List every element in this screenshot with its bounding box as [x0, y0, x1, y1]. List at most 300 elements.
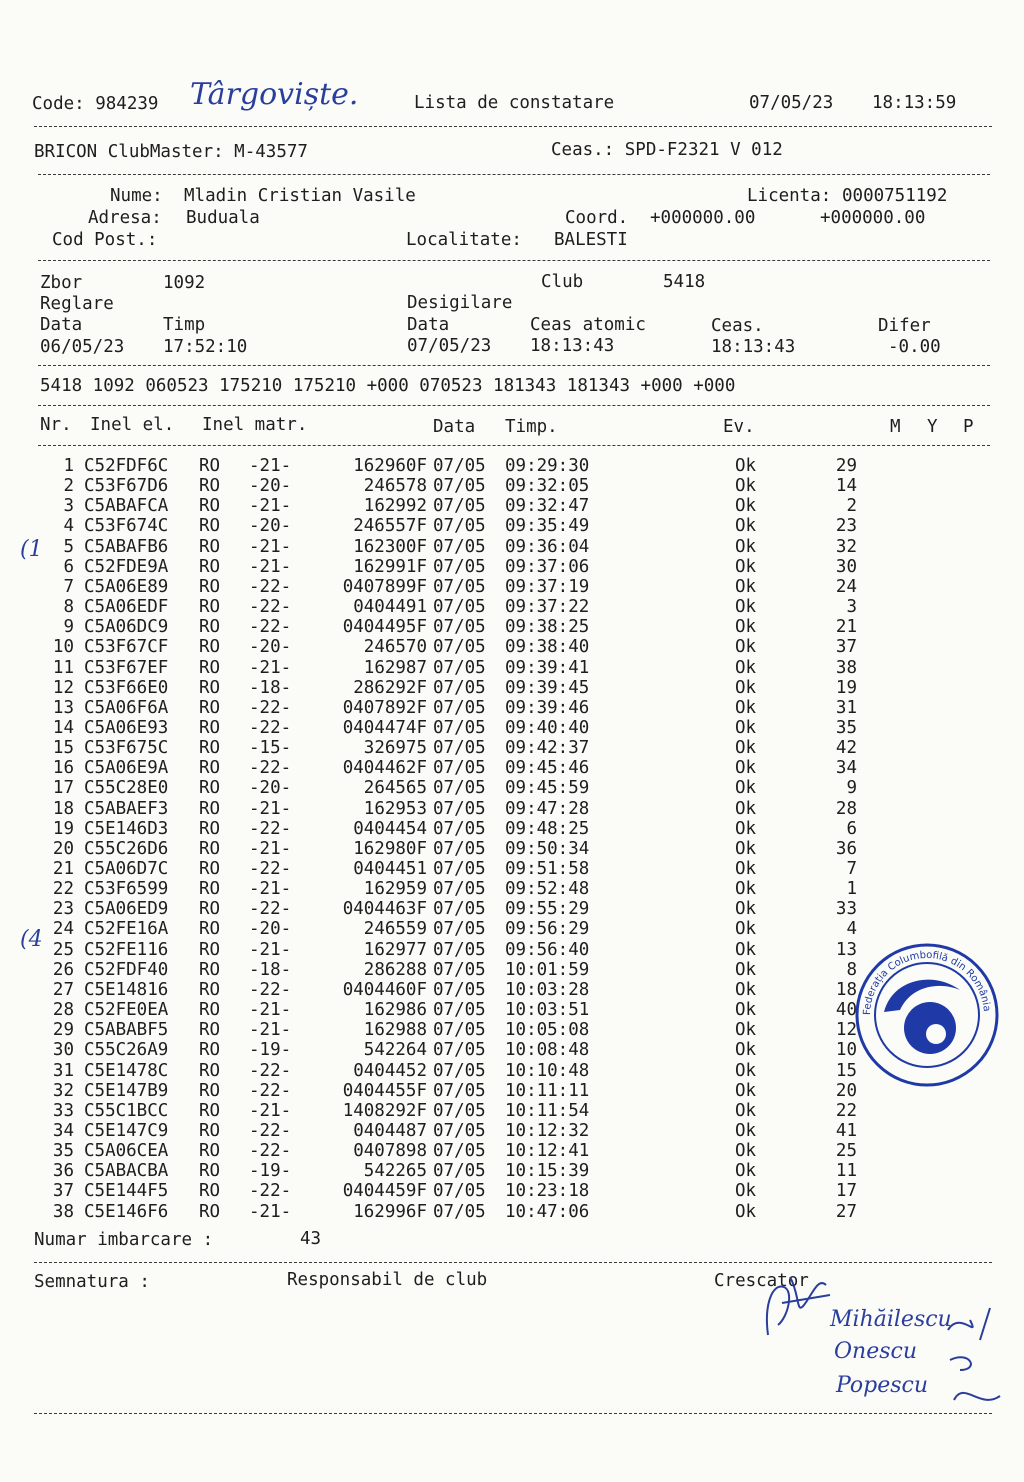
cell-ro: RO: [199, 859, 221, 879]
cell-matr: 162959: [363, 879, 427, 900]
cell-ro: RO: [199, 576, 221, 597]
divider: [38, 445, 990, 446]
table-row: [0, 1202, 1024, 1222]
cell-data: 07/05: [433, 576, 486, 597]
stamp-text: Federația Columbofilă din România: [861, 949, 992, 1016]
cell-timp: 10:08:48: [505, 1040, 590, 1061]
cell-ev: Ok: [735, 516, 757, 537]
zbor-value: 1092: [163, 273, 206, 293]
signature-committee: [830, 1300, 1010, 1450]
cell-pos: 33: [835, 899, 857, 920]
cell-ro: RO: [199, 677, 221, 698]
cell-yr: -22-: [249, 617, 292, 638]
col-timp: Timp.: [505, 417, 558, 437]
table-row: [0, 597, 1024, 617]
summary-line: 5418 1092 060523 175210 175210 +000 070523 181343 181343 +000 +000: [40, 376, 736, 396]
difer-value: -0.00: [888, 337, 941, 357]
cell-yr: -20-: [249, 919, 292, 940]
cell-timp: 10:01:59: [505, 959, 590, 980]
cell-matr: 162996F: [353, 1201, 427, 1222]
cell-el: C5A06DC9: [84, 617, 169, 638]
cell-yr: -21-: [249, 1100, 292, 1121]
cell-yr: -18-: [249, 677, 292, 698]
club-stamp: [852, 940, 1002, 1090]
difer-label: Difer: [878, 316, 931, 336]
cell-ro: RO: [199, 617, 221, 638]
cell-ev: Ok: [735, 637, 757, 658]
cell-yr: -20-: [249, 476, 292, 497]
cell-timp: 09:38:40: [505, 637, 590, 658]
cell-ev: Ok: [735, 1120, 757, 1141]
cell-matr: 264565: [363, 778, 427, 799]
cell-ro: RO: [199, 879, 221, 900]
cell-el: C5A06EDF: [84, 597, 169, 618]
licenta-value: 0000751192: [842, 186, 948, 206]
cell-data: 07/05: [433, 1141, 486, 1162]
cell-ev: Ok: [735, 717, 757, 738]
cell-ev: Ok: [735, 818, 757, 839]
cell-ev: Ok: [735, 1141, 757, 1162]
table-row: [0, 899, 1024, 919]
cell-data: 07/05: [433, 919, 486, 940]
cell-yr: -18-: [249, 959, 292, 980]
cell-ev: Ok: [735, 939, 757, 960]
cell-matr: 286288: [363, 959, 427, 980]
cell-ro: RO: [199, 717, 221, 738]
cod-post-label: Cod Post.:: [52, 230, 158, 250]
coord-x: +000000.00: [650, 208, 756, 228]
cell-ro: RO: [199, 838, 221, 859]
cell-matr: 0407892F: [342, 697, 427, 718]
cell-ro: RO: [199, 1120, 221, 1141]
cell-el: C5E147C9: [84, 1120, 169, 1141]
cell-timp: 10:11:11: [505, 1080, 590, 1101]
cell-nr: 9: [63, 617, 74, 638]
table-row: [0, 658, 1024, 678]
cell-pos: 11: [835, 1161, 857, 1182]
cell-el: C53F6599: [84, 879, 169, 900]
table-row: [0, 537, 1024, 557]
cell-matr: 326975: [363, 738, 427, 759]
cell-pos: 14: [835, 476, 857, 497]
table-row: [0, 1141, 1024, 1161]
cell-pos: 13: [835, 939, 857, 960]
cell-timp: 09:39:46: [505, 697, 590, 718]
cell-matr: 0404451: [353, 859, 427, 879]
cell-matr: 0404460F: [342, 979, 427, 1000]
cell-data: 07/05: [433, 899, 486, 920]
cell-ev: Ok: [735, 738, 757, 759]
cell-pos: 24: [835, 576, 857, 597]
cell-ro: RO: [199, 758, 221, 779]
localitate-label: Localitate:: [406, 230, 522, 250]
cell-timp: 10:03:28: [505, 979, 590, 1000]
cell-ev: Ok: [735, 1040, 757, 1061]
cell-yr: -21-: [249, 657, 292, 678]
cell-el: C53F675C: [84, 738, 169, 759]
cell-timp: 09:29:30: [505, 456, 590, 476]
cell-el: C53F67D6: [84, 476, 169, 497]
table-row: [0, 1121, 1024, 1141]
cell-timp: 09:32:47: [505, 496, 590, 517]
cell-data: 07/05: [433, 758, 486, 779]
table-row: [0, 799, 1024, 819]
cell-pos: 38: [835, 657, 857, 678]
cell-ev: Ok: [735, 979, 757, 1000]
cell-pos: 42: [835, 738, 857, 759]
cell-nr: 21: [52, 859, 74, 879]
cell-timp: 09:48:25: [505, 818, 590, 839]
table-row: [0, 859, 1024, 879]
cell-el: C53F67EF: [84, 657, 169, 678]
cell-data: 07/05: [433, 476, 486, 497]
cell-timp: 09:51:58: [505, 859, 590, 879]
cell-pos: 27: [835, 1201, 857, 1222]
table-row: [0, 778, 1024, 798]
cell-timp: 10:23:18: [505, 1181, 590, 1202]
cell-yr: -22-: [249, 1141, 292, 1162]
cell-pos: 12: [835, 1020, 857, 1041]
coord-label: Coord.: [565, 208, 629, 228]
cell-pos: 20: [835, 1080, 857, 1101]
cell-nr: 27: [52, 979, 74, 1000]
cell-ro: RO: [199, 738, 221, 759]
cell-pos: 21: [835, 617, 857, 638]
semnatura-label: Semnatura :: [34, 1272, 150, 1292]
divider: [38, 174, 990, 175]
cell-yr: -22-: [249, 1080, 292, 1101]
table-row: [0, 516, 1024, 536]
cell-el: C55C28E0: [84, 778, 169, 799]
cell-ro: RO: [199, 1000, 221, 1021]
cell-yr: -21-: [249, 1201, 292, 1222]
cell-ev: Ok: [735, 1020, 757, 1041]
cell-el: C55C26A9: [84, 1040, 169, 1061]
divider: [34, 1413, 992, 1414]
cell-matr: 246557F: [353, 516, 427, 537]
cell-ro: RO: [199, 1040, 221, 1061]
divider: [34, 1262, 992, 1263]
cell-el: C53F67CF: [84, 637, 169, 658]
cell-timp: 09:39:45: [505, 677, 590, 698]
cell-nr: 8: [63, 597, 74, 618]
cell-ev: Ok: [735, 1060, 757, 1081]
cell-nr: 10: [52, 637, 74, 658]
cell-ev: Ok: [735, 1201, 757, 1222]
reglare-timp-label: Timp: [163, 315, 206, 335]
numar-imbarcare-label: Numar imbarcare :: [34, 1230, 214, 1250]
cell-ev: Ok: [735, 617, 757, 638]
cell-timp: 09:50:34: [505, 838, 590, 859]
cell-ev: Ok: [735, 1181, 757, 1202]
cell-matr: 1408292F: [342, 1100, 427, 1121]
col-y: Y: [927, 417, 938, 437]
cell-yr: -21-: [249, 556, 292, 577]
cell-data: 07/05: [433, 1100, 486, 1121]
cell-nr: 1: [63, 456, 74, 476]
cell-pos: 1: [846, 879, 857, 900]
cell-el: C5E147B9: [84, 1080, 169, 1101]
cell-el: C5A06CEA: [84, 1141, 169, 1162]
cell-el: C55C1BCC: [84, 1100, 169, 1121]
adresa-value: Buduala: [186, 208, 260, 228]
header-date: 07/05/23: [749, 93, 834, 113]
cell-pos: 28: [835, 798, 857, 819]
cell-ev: Ok: [735, 496, 757, 517]
cell-pos: 40: [835, 1000, 857, 1021]
cell-timp: 10:05:08: [505, 1020, 590, 1041]
cell-ev: Ok: [735, 1000, 757, 1021]
cell-pos: 29: [835, 456, 857, 476]
table-row: [0, 678, 1024, 698]
cell-ev: Ok: [735, 1100, 757, 1121]
cell-yr: -22-: [249, 576, 292, 597]
cell-data: 07/05: [433, 456, 486, 476]
table-row: [0, 738, 1024, 758]
cell-ro: RO: [199, 818, 221, 839]
cell-pos: 18: [835, 979, 857, 1000]
cell-nr: 37: [52, 1181, 74, 1202]
cell-nr: 18: [52, 798, 74, 819]
divider: [38, 365, 990, 366]
cell-nr: 34: [52, 1120, 74, 1141]
cell-yr: -21-: [249, 456, 292, 476]
cell-data: 07/05: [433, 717, 486, 738]
cell-ev: Ok: [735, 597, 757, 618]
cell-yr: -21-: [249, 798, 292, 819]
cell-ro: RO: [199, 939, 221, 960]
cell-nr: 22: [52, 879, 74, 900]
cell-matr: 0404459F: [342, 1181, 427, 1202]
cell-nr: 5: [63, 536, 74, 557]
zbor-label: Zbor: [40, 273, 83, 293]
cell-pos: 2: [846, 496, 857, 517]
cell-nr: 14: [52, 717, 74, 738]
cell-data: 07/05: [433, 1060, 486, 1081]
cell-ro: RO: [199, 778, 221, 799]
cell-ro: RO: [199, 1161, 221, 1182]
table-row: [0, 577, 1024, 597]
cell-nr: 29: [52, 1020, 74, 1041]
cell-yr: -22-: [249, 1120, 292, 1141]
cell-ro: RO: [199, 1141, 221, 1162]
cell-matr: 0404474F: [342, 717, 427, 738]
cell-yr: -22-: [249, 899, 292, 920]
cell-timp: 09:52:48: [505, 879, 590, 900]
cell-matr: 0404491: [353, 597, 427, 618]
cell-ev: Ok: [735, 576, 757, 597]
cell-matr: 162988: [363, 1020, 427, 1041]
cell-el: C5ABABF5: [84, 1020, 169, 1041]
cell-timp: 09:35:49: [505, 516, 590, 537]
responsabil-label: Responsabil de club: [287, 1270, 488, 1290]
cell-ro: RO: [199, 536, 221, 557]
cell-yr: -20-: [249, 778, 292, 799]
cell-pos: 9: [846, 778, 857, 799]
cell-data: 07/05: [433, 1080, 486, 1101]
desig-data-label: Data: [407, 315, 450, 335]
cell-el: C5ABAFCA: [84, 496, 169, 517]
cell-timp: 09:42:37: [505, 738, 590, 759]
cell-yr: -22-: [249, 597, 292, 618]
cell-matr: 0404495F: [342, 617, 427, 638]
cell-timp: 09:38:25: [505, 617, 590, 638]
cell-pos: 15: [835, 1060, 857, 1081]
cell-data: 07/05: [433, 637, 486, 658]
cell-data: 07/05: [433, 1181, 486, 1202]
cell-yr: -22-: [249, 1060, 292, 1081]
cell-yr: -15-: [249, 738, 292, 759]
cell-nr: 19: [52, 818, 74, 839]
desigilare-label: Desigilare: [407, 293, 513, 313]
cell-matr: 162980F: [353, 838, 427, 859]
cell-pos: 31: [835, 697, 857, 718]
cell-el: C5A06E93: [84, 717, 169, 738]
cell-matr: 0407899F: [342, 576, 427, 597]
cell-nr: 2: [63, 476, 74, 497]
table-row: [0, 557, 1024, 577]
cell-ro: RO: [199, 919, 221, 940]
cell-matr: 0404454: [353, 818, 427, 839]
cell-timp: 09:47:28: [505, 798, 590, 819]
cell-data: 07/05: [433, 818, 486, 839]
sig-name-3: Popescu: [836, 1373, 929, 1398]
cell-yr: -20-: [249, 637, 292, 658]
cell-ev: Ok: [735, 677, 757, 698]
cell-data: 07/05: [433, 697, 486, 718]
cell-pos: 36: [835, 838, 857, 859]
cell-nr: 33: [52, 1100, 74, 1121]
cell-pos: 7: [846, 859, 857, 879]
cell-ev: Ok: [735, 959, 757, 980]
cell-timp: 10:03:51: [505, 1000, 590, 1021]
cell-nr: 38: [52, 1201, 74, 1222]
table-row: [0, 839, 1024, 859]
desig-data: 07/05/23: [407, 336, 492, 356]
cell-yr: -22-: [249, 859, 292, 879]
cell-yr: -22-: [249, 1181, 292, 1202]
cell-nr: 35: [52, 1141, 74, 1162]
cell-matr: 162987: [363, 657, 427, 678]
cell-nr: 16: [52, 758, 74, 779]
cell-timp: 09:56:40: [505, 939, 590, 960]
cell-yr: -21-: [249, 838, 292, 859]
cell-pos: 4: [846, 919, 857, 940]
cell-yr: -21-: [249, 1020, 292, 1041]
cell-timp: 09:37:22: [505, 597, 590, 618]
cell-ro: RO: [199, 637, 221, 658]
table-row: [0, 758, 1024, 778]
cell-timp: 10:11:54: [505, 1100, 590, 1121]
cell-matr: 542265: [363, 1161, 427, 1182]
cell-yr: -22-: [249, 697, 292, 718]
cell-timp: 10:15:39: [505, 1161, 590, 1182]
cell-ro: RO: [199, 456, 221, 476]
cell-ev: Ok: [735, 476, 757, 497]
cell-ev: Ok: [735, 758, 757, 779]
cell-matr: 162992: [363, 496, 427, 517]
cell-timp: 09:32:05: [505, 476, 590, 497]
cell-data: 07/05: [433, 778, 486, 799]
col-m: M: [890, 417, 901, 437]
cell-ev: Ok: [735, 657, 757, 678]
cell-matr: 286292F: [353, 677, 427, 698]
cell-timp: 09:55:29: [505, 899, 590, 920]
cell-data: 07/05: [433, 1040, 486, 1061]
cell-yr: -21-: [249, 879, 292, 900]
cell-el: C52FDF6C: [84, 456, 169, 476]
cell-data: 07/05: [433, 979, 486, 1000]
col-nr: Nr.: [40, 415, 72, 435]
cell-nr: 23: [52, 899, 74, 920]
cell-nr: 7: [63, 576, 74, 597]
bricon-device: BRICON ClubMaster: M-43577: [34, 142, 308, 162]
cell-yr: -19-: [249, 1040, 292, 1061]
cell-yr: -19-: [249, 1161, 292, 1182]
cell-ro: RO: [199, 516, 221, 537]
cell-data: 07/05: [433, 516, 486, 537]
cell-ro: RO: [199, 1201, 221, 1222]
col-ev: Ev.: [723, 417, 755, 437]
cell-el: C52FDF40: [84, 959, 169, 980]
cell-data: 07/05: [433, 496, 486, 517]
cell-ev: Ok: [735, 1080, 757, 1101]
cell-timp: 09:37:06: [505, 556, 590, 577]
cell-timp: 10:10:48: [505, 1060, 590, 1081]
cell-el: C5A06D7C: [84, 859, 169, 879]
cell-ev: Ok: [735, 838, 757, 859]
table-row: [0, 1181, 1024, 1201]
cell-yr: -21-: [249, 496, 292, 517]
cell-ro: RO: [199, 1020, 221, 1041]
cell-nr: 17: [52, 778, 74, 799]
cell-ev: Ok: [735, 919, 757, 940]
cell-matr: 246570: [363, 637, 427, 658]
cell-pos: 17: [835, 1181, 857, 1202]
cell-yr: -22-: [249, 758, 292, 779]
cell-ro: RO: [199, 657, 221, 678]
cell-data: 07/05: [433, 617, 486, 638]
cell-pos: 23: [835, 516, 857, 537]
cell-pos: 41: [835, 1120, 857, 1141]
cell-nr: 28: [52, 1000, 74, 1021]
cell-nr: 13: [52, 697, 74, 718]
cell-el: C52FE16A: [84, 919, 169, 940]
cell-ro: RO: [199, 496, 221, 517]
ceas-label: Ceas.: [711, 316, 764, 336]
localitate-value: BALESTI: [554, 230, 628, 250]
col-p: P: [963, 417, 974, 437]
cell-nr: 36: [52, 1161, 74, 1182]
cell-ev: Ok: [735, 456, 757, 476]
cell-pos: 8: [846, 959, 857, 980]
cell-el: C52FDE9A: [84, 556, 169, 577]
cell-el: C5A06F6A: [84, 697, 169, 718]
col-inel-matr: Inel matr.: [202, 415, 308, 435]
table-row: [0, 879, 1024, 899]
cell-el: C5E146F6: [84, 1201, 169, 1222]
cell-yr: -20-: [249, 516, 292, 537]
cell-matr: 246559: [363, 919, 427, 940]
sig-name-2: Onescu: [834, 1339, 918, 1364]
cell-ro: RO: [199, 1100, 221, 1121]
ceas-atomic-label: Ceas atomic: [530, 315, 646, 335]
divider: [38, 260, 990, 261]
crescator-label: Crescator: [714, 1271, 809, 1291]
signature-crescator: [760, 1265, 840, 1345]
club-value: 5418: [663, 272, 706, 292]
cell-data: 07/05: [433, 556, 486, 577]
